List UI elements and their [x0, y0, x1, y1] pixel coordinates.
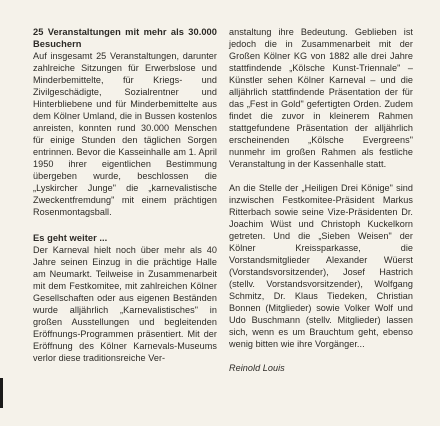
body-paragraph: Der Karneval hielt noch über mehr als 40 Jahre seinen Einzug in die prächtige Halle am Neumarkt. Teilweise in Zusammenarbeit mit dem Festkomitee, mit zahlreichen Kölner Gesellschaften oder aus eigenen Beständen wurde alljährlich „Karnevalistisches" in großen Ausstellungen und begleitenden Eröffnungs-Programmen präsentiert. Mit der Eröffnung des Kölner Karnevals-Museums verlor diese traditionsreiche Ver- [33, 245, 217, 363]
author-signature: Reinold Louis [229, 363, 285, 373]
body-paragraph: An die Stelle der „Heiligen Drei Könige" sind inzwischen Festkomitee-Präsident Markus Ritterbach sowie seine Vize-Präsidenten Dr. Joachim Wüst und Christoph Kuckelkorn getreten. Und die „Sieben Weisen" der Kölner Kreissparkasse, die Vorstandsmitglieder Alexander Wüerst (Vorstandsvorsitzender), Josef Hastrich (stellv. Vorstandsvorsitzender), Wolfgang Schmitz, Dr. Klaus Tiedeken, Christian Bonnen (Mitglieder) sowie Volker Wolf und Udo Buschmann (stellv. Mitglieder) lassen sich, wenn es um Brauchtum geht, ebenso wenig bitten wie ihre Vorgänger... [229, 183, 413, 349]
right-column [229, 26, 413, 374]
body-paragraph: Auf insgesamt 25 Veranstaltungen, darunter zahlreiche Sitzungen für Erwerbslose und Minderbemittelte, für Kriegs- und Zivilgeschädigte, Sozialrentner und Hinterbliebene und für Minderbemittelte aus dem Kölner Umland, die in Bussen kostenlos anreisten, konnten rund 30.000 Menschen für einige Stunden den täglichen Sorgen entrinnen. Bevor die Kasseinhalle am 1. April 1950 ihrer eigentlichen Bestimmung übergeben wurde, beschlossen die „Lyskircher Junge" die „karnevalistische Zweckentfremdung" mit einem prächtigen Rosenmontagsball. [33, 51, 217, 217]
body-paragraph: anstaltung ihre Bedeutung. Geblieben ist jedoch die in Zusammenarbeit mit der Großen Kölner KG von 1882 alle drei Jahre stattfindende „Kölsche Kunst-Triennale" – Künstler sehen Kölner Karneval – und die alljährlich stattfindende Präsentation der für das „Fest in Gold" gefertigten Orden. Zudem findet die zuvor in kleinerem Rahmen stattgefundene Präsentation der alljährlich erscheinenden „Kölsche Evergreens" nunmehr im großen Rahmen als festliche Veranstaltung in der Kassenhalle statt. [229, 27, 413, 169]
left-column [33, 26, 217, 364]
section-heading-continuation: Es geht weiter ... [33, 233, 108, 243]
page-edge-mark [0, 378, 3, 408]
section-heading-visitors: 25 Veranstaltungen mit mehr als 30.000 Besuchern [33, 27, 217, 49]
